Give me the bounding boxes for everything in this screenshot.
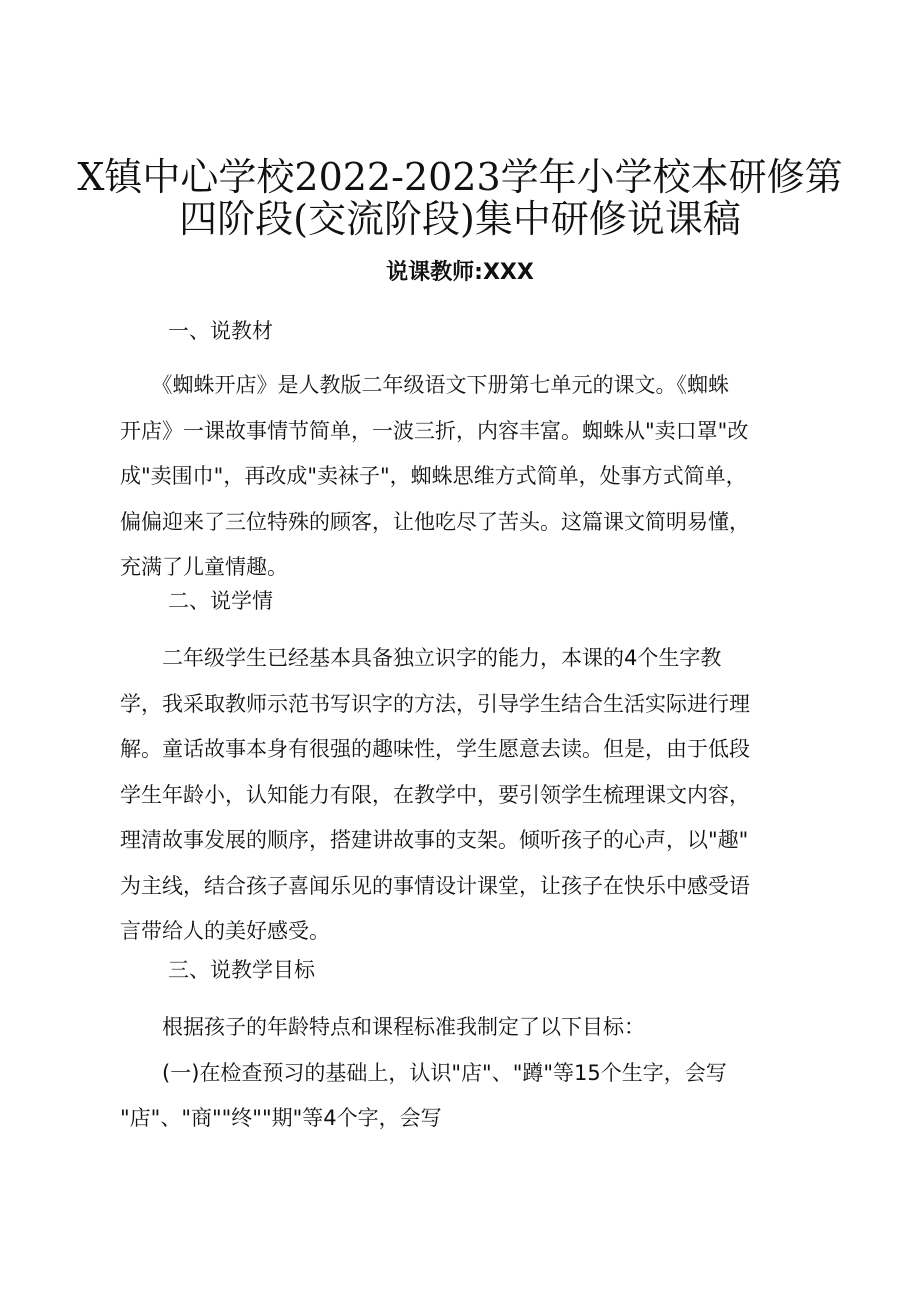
paragraph-line: 学，我采取教师示范书写识字的方法，引导学生结合生活实际进行理: [120, 691, 750, 716]
paragraph-line: 开店》一课故事情节简单，一波三折，内容丰富。蜘蛛从"卖口罩"改: [120, 418, 749, 443]
section-heading-textbook: 一、说教材: [168, 319, 273, 343]
paragraph-line: 学生年龄小，认知能力有限，在教学中，要引领学生梳理课文内容，: [120, 782, 750, 807]
section-paragraph-textbook: [120, 363, 830, 591]
section-heading-students: 二、说学情: [168, 589, 273, 613]
paragraph-line: 为主线，结合孩子喜闻乐见的事情设计课堂，让孩子在快乐中感受语: [120, 873, 750, 898]
section-paragraph-students: [120, 636, 830, 955]
paragraph-line: 言带给人的美好感受。: [120, 919, 330, 943]
paragraph-line: 偏偏迎来了三位特殊的顾客，让他吃尽了苦头。这篇课文简明易懂，: [120, 509, 750, 534]
paragraph-line: 二年级学生已经基本具备独立识字的能力，本课的4个生字教: [120, 646, 722, 670]
paragraph-line: 理清故事发展的顺序，搭建讲故事的支架。倾听孩子的心声，以"趣": [120, 828, 749, 852]
document-title-line-1: X镇中心学校2022-2023学年小学校本研修第: [77, 155, 843, 199]
paragraph-line: (一)在检查预习的基础上，认识"店"、"蹲"等15个生字，会写: [120, 1060, 727, 1085]
teacher-name: 说课教师:XXX: [386, 260, 534, 285]
paragraph-line: 成"卖围巾"，再改成"卖袜子"，蜘蛛思维方式简单，处事方式简单，: [120, 464, 747, 488]
paragraph-line: 充满了儿童情趣。: [120, 555, 288, 579]
paragraph-line: 根据孩子的年龄特点和课程标准我制定了以下目标：: [120, 1015, 645, 1039]
section-paragraph-objectives: [120, 1005, 830, 1142]
paragraph-line: "店"、"商""终""期"等4个字，会写: [120, 1106, 442, 1130]
document-title-line-2: 四阶段(交流阶段)集中研修说课稿: [179, 197, 741, 241]
section-heading-objectives: 三、说教学目标: [168, 958, 315, 982]
paragraph-line: 《蜘蛛开店》是人教版二年级语文下册第七单元的课文。《蜘蛛: [120, 373, 729, 397]
paragraph-line: 解。童话故事本身有很强的趣味性，学生愿意去读。但是，由于低段: [120, 737, 750, 761]
